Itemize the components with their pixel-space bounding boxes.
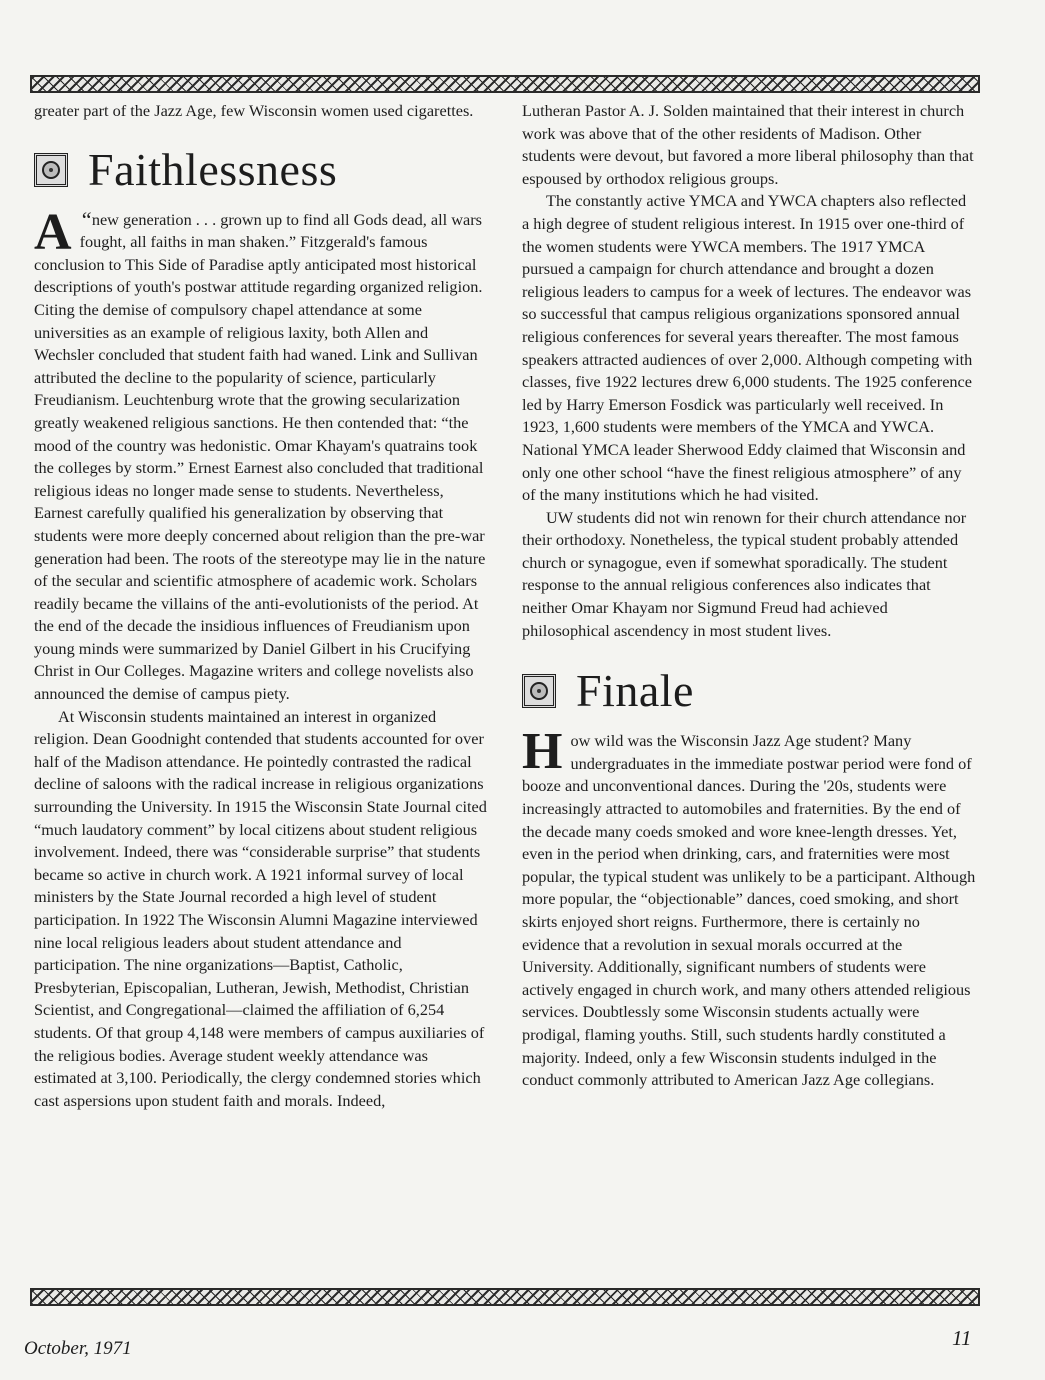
paragraph-ymca: The constantly active YMCA and YWCA chapters also reflected a high degree of student religious interest. In 1915 over one-third of the women students were YWCA members. The 1917 YMCA pursued a campaign for church attendance and brought a dozen religious leaders to campus for a week of lectures. The endeavor was so successful that campus religious organizations sponsored annual religious conferences for several years thereafter. The most famous speakers attracted audiences of over 2,000. Although competing with classes, five 1922 lectures drew 6,000 students. The 1925 conference led by Harry Emerson Fosdick was particularly well received. In 1923, 1,600 students were members of the YMCA and YWCA. National YMCA leader Sherwood Eddy claimed that Wisconsin and only one other school “have the finest religious atmosphere” of any of the many institutions which he had visited.: [522, 191, 973, 505]
decorative-border-bottom: [30, 1288, 980, 1306]
drop-cap: A: [34, 203, 72, 261]
paragraph-faithlessness-2: At Wisconsin students maintained an interest in organized religion. Dean Goodnight contended that students accounted for over half of the Madison attendance. He pointedly contrasted the radical decline of saloons with the radical increase in religious organizations surrounding the University. In 1915 the Wisconsin State Journal cited “much laudatory comment” by local citizens about student religious involvement. Indeed, there was “considerable surprise” that students became so active in church work. A 1921 informal survey of local ministers by the State Journal recorded a high level of student participation. In 1922 The Wisconsin Alumni Magazine interviewed nine local religious leaders about student attendance and participation. The nine organizations—Baptist, Catholic, Presbyterian, Episcopalian, Lutheran, Jewish, Methodist, Christian Scientist, and Congregational—claimed the affiliation of 6,254 students. Of that group 4,148 were members of campus auxiliaries of the religious bodies. Average student weekly attendance was estimated at 3,100. Periodically, the clergy condemned stories which cast aspersions upon student faith and morals. Indeed,: [34, 706, 487, 1110]
ornament-icon: [34, 153, 68, 187]
drop-cap: H: [522, 723, 563, 781]
paragraph-faithlessness-1: [34, 203, 490, 706]
decorative-border-top: [30, 75, 980, 93]
paragraph-finale: [522, 723, 976, 1092]
section-heading-faithlessness: [34, 145, 490, 195]
section-title: Faithlessness: [88, 143, 338, 195]
ornament-icon: [522, 674, 556, 708]
section-heading-finale: [522, 666, 976, 716]
open-quote: “: [79, 206, 92, 232]
paragraph-text: new generation . . . grown up to find all Gods dead, all wars fought, all faiths in man shaken.” Fitzgerald's famous conclusion to This Side of Paradise aptly anticipated most historical descriptions of youth's postwar attitude regarding organized religion. Citing the demise of compulsory chapel attendance at some universities as an example of religious laxity, both Allen and Wechsler concluded that student faith had waned. Link and Sullivan attributed the decline to the popularity of science, particularly Freudianism. Leuchtenburg wrote that the growing secularization greatly weakened religious sanctions. He then contended that: “the mood of the country was hedonistic. Omar Khayam's quatrains took the colleges by storm.” Ernest Earnest also concluded that traditional religious ideas no longer made sense to students. Nevertheless, Earnest carefully qualified his generalization by observing that students were more deeply concerned about religion than the pre-war generation had been. The roots of the stereotype may lie in the nature of the secular and scientific atmosphere of academic work. Scholars readily became the villains of the anti-evolutionists of the period. At the end of the decade the insidious influences of Freudianism upon young minds were summarized by Daniel Gilbert in his Crucifying Christ in Our Colleges. Magazine writers and college novelists also announced the demise of campus piety.: [34, 209, 486, 704]
paragraph-uw-students: UW students did not win renown for their church attendance nor their orthodoxy. Nonetheless, the typical student probably attended church or synagogue, even if somewhat sporadically. The student response to the annual religious conferences also indicates that neither Omar Khayam nor Sigmund Freud had achieved philosophical ascendency in most student lives.: [522, 507, 967, 640]
section-title: Finale: [576, 665, 694, 717]
footer-date: October, 1971: [24, 1338, 132, 1359]
paragraph-intro: greater part of the Jazz Age, few Wisconsin women used cigarettes.: [34, 101, 474, 120]
right-column: [522, 100, 976, 1092]
paragraph-continued: Lutheran Pastor A. J. Solden maintained that their interest in church work was above that of the other residents of Madison. Other students were devout, but favored a more liberal philosophy than that espoused by orthodox religious groups.: [522, 101, 974, 188]
page-number: 11: [952, 1326, 972, 1350]
left-column: [34, 100, 490, 1112]
paragraph-text: ow wild was the Wisconsin Jazz Age student? Many undergraduates in the immediate postwar period were fond of booze and unconventional dances. During the '20s, students were increasingly attracted to automobiles and fraternities. By the end of the decade many coeds smoked and wore knee-length dresses. Yet, even in the period when drinking, cars, and fraternities were most popular, the typical student was unlikely to be a participant. Although more popular, the “objectionable” dances, coed smoking, and short skirts enjoyed short reigns. Furthermore, there is certainly no evidence that a revolution in sexual morals occurred at the University. Additionally, significant numbers of students were actively engaged in church work, and many others attended religious services. Doubtlessly some Wisconsin students actually were prodigal, flaming youths. Still, such students hardly constituted a majority. Indeed, only a few Wisconsin students indulged in the conduct commonly attributed to American Jazz Age collegians.: [522, 731, 976, 1090]
